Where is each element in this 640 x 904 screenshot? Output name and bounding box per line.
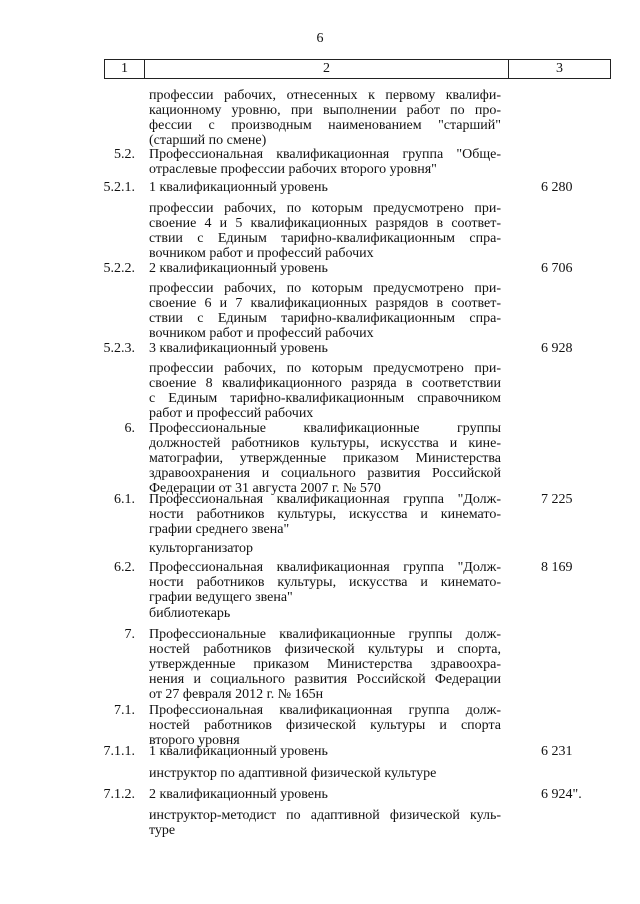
text-line: (старший по смене) [149, 133, 267, 148]
row-value: 6 706 [541, 261, 573, 276]
text-line: библиотекарь [149, 606, 231, 621]
row-value: 6 924". [541, 787, 582, 802]
text-line: Профессиональные квалификационные группы [149, 421, 501, 436]
text-line: нения и социального развития Российской Федерации [149, 672, 501, 687]
text-line: должностей работников культуры, искусства и кине- [149, 436, 501, 451]
row-text [149, 361, 501, 421]
text-line: графии среднего звена" [149, 522, 290, 537]
page-number: 6 [316, 31, 324, 46]
text-line: Профессиональная квалификационная группа "Обще- [149, 147, 501, 162]
text-line: вочником работ и профессий рабочих [149, 246, 374, 261]
text-line: работ и профессий рабочих [149, 406, 314, 421]
text-line: вочником работ и профессий рабочих [149, 326, 374, 341]
row-text [149, 281, 501, 341]
row-number: 7. [124, 627, 135, 642]
row-number: 7.1.1. [103, 744, 135, 759]
text-line: Профессиональная квалификационная группа "Долж- [149, 492, 501, 507]
row-text [149, 201, 501, 261]
row-text [149, 492, 501, 537]
row-text [149, 744, 501, 759]
row-value: 6 280 [541, 180, 573, 195]
row-number: 7.1.2. [103, 787, 135, 802]
text-line: своение 6 и 7 квалификационных разрядов в соответ- [149, 296, 501, 311]
text-line: Профессиональная квалификационная группа "Долж- [149, 560, 501, 575]
text-line: туре [149, 823, 176, 838]
row-text [149, 808, 501, 838]
text-line: отраслевые профессии рабочих второго уровня" [149, 162, 437, 177]
row-number: 5.2. [114, 147, 135, 162]
row-number: 7.1. [114, 703, 135, 718]
row-text [149, 421, 501, 496]
text-line: 2 квалификационный уровень [149, 787, 328, 802]
row-number: 6.2. [114, 560, 135, 575]
row-text [149, 261, 501, 276]
text-line: Профессиональная квалификационная группа долж- [149, 703, 501, 718]
header-col-3: 3 [556, 61, 563, 76]
row-text [149, 541, 501, 556]
row-number: 6.1. [114, 492, 135, 507]
row-text [149, 606, 501, 621]
text-line: матографии, утвержденные приказом Министерства [149, 451, 501, 466]
row-value: 6 231 [541, 744, 573, 759]
text-line: Федерации от 31 августа 2007 г. № 570 [149, 481, 381, 496]
text-line: ствии с Единым тарифно-квалификационным спра- [149, 311, 501, 326]
row-text [149, 147, 501, 177]
text-line: 3 квалификационный уровень [149, 341, 328, 356]
text-line: ностей работников физической культуры и спорта, [149, 642, 501, 657]
text-line: 1 квалификационный уровень [149, 744, 328, 759]
text-line: второго уровня [149, 733, 240, 748]
text-line: фессии с производным наименованием "старший" [149, 118, 501, 133]
row-number: 5.2.2. [103, 261, 135, 276]
text-line: кационному уровню, при выполнении работ по про- [149, 103, 501, 118]
text-line: профессии рабочих, по которым предусмотрено при- [149, 361, 501, 376]
row-text [149, 766, 501, 781]
text-line: своение 8 квалификационного разряда в соответствии [149, 376, 501, 391]
row-text [149, 787, 501, 802]
text-line: ности работников культуры, искусства и кинемато- [149, 507, 501, 522]
text-line: здравоохранения и социального развития Российской [149, 466, 501, 481]
row-text [149, 180, 501, 195]
row-text [149, 627, 501, 702]
text-line: культорганизатор [149, 541, 254, 556]
text-line: ностей работников физической культуры и спорта [149, 718, 501, 733]
row-value: 6 928 [541, 341, 573, 356]
text-line: Профессиональные квалификационные группы долж- [149, 627, 501, 642]
text-line: 2 квалификационный уровень [149, 261, 328, 276]
row-value: 8 169 [541, 560, 573, 575]
text-line: инструктор по адаптивной физической культуре [149, 766, 437, 781]
text-line: 1 квалификационный уровень [149, 180, 328, 195]
text-line: графии ведущего звена" [149, 590, 293, 605]
text-line: инструктор-методист по адаптивной физической куль- [149, 808, 501, 823]
text-line: своение 4 и 5 квалификационных разрядов в соответ- [149, 216, 501, 231]
row-text [149, 560, 501, 605]
text-line: с Единым тарифно-квалификационным справочником [149, 391, 501, 406]
text-line: профессии рабочих, по которым предусмотрено при- [149, 201, 501, 216]
row-text [149, 88, 501, 148]
row-number: 5.2.1. [103, 180, 135, 195]
row-text [149, 341, 501, 356]
text-line: профессии рабочих, отнесенных к первому квалифи- [149, 88, 501, 103]
text-line: ности работников культуры, искусства и кинемато- [149, 575, 501, 590]
row-text [149, 703, 501, 748]
row-number: 6. [124, 421, 135, 436]
row-number: 5.2.3. [103, 341, 135, 356]
text-line: ствии с Единым тарифно-квалификационным спра- [149, 231, 501, 246]
header-col-2: 2 [145, 60, 509, 78]
table-header [104, 59, 611, 79]
row-value: 7 225 [541, 492, 573, 507]
header-col-1: 1 [105, 60, 145, 78]
text-line: утвержденные приказом Министерства здравоохра- [149, 657, 501, 672]
text-line: от 27 февраля 2012 г. № 165н [149, 687, 324, 702]
text-line: профессии рабочих, по которым предусмотрено при- [149, 281, 501, 296]
